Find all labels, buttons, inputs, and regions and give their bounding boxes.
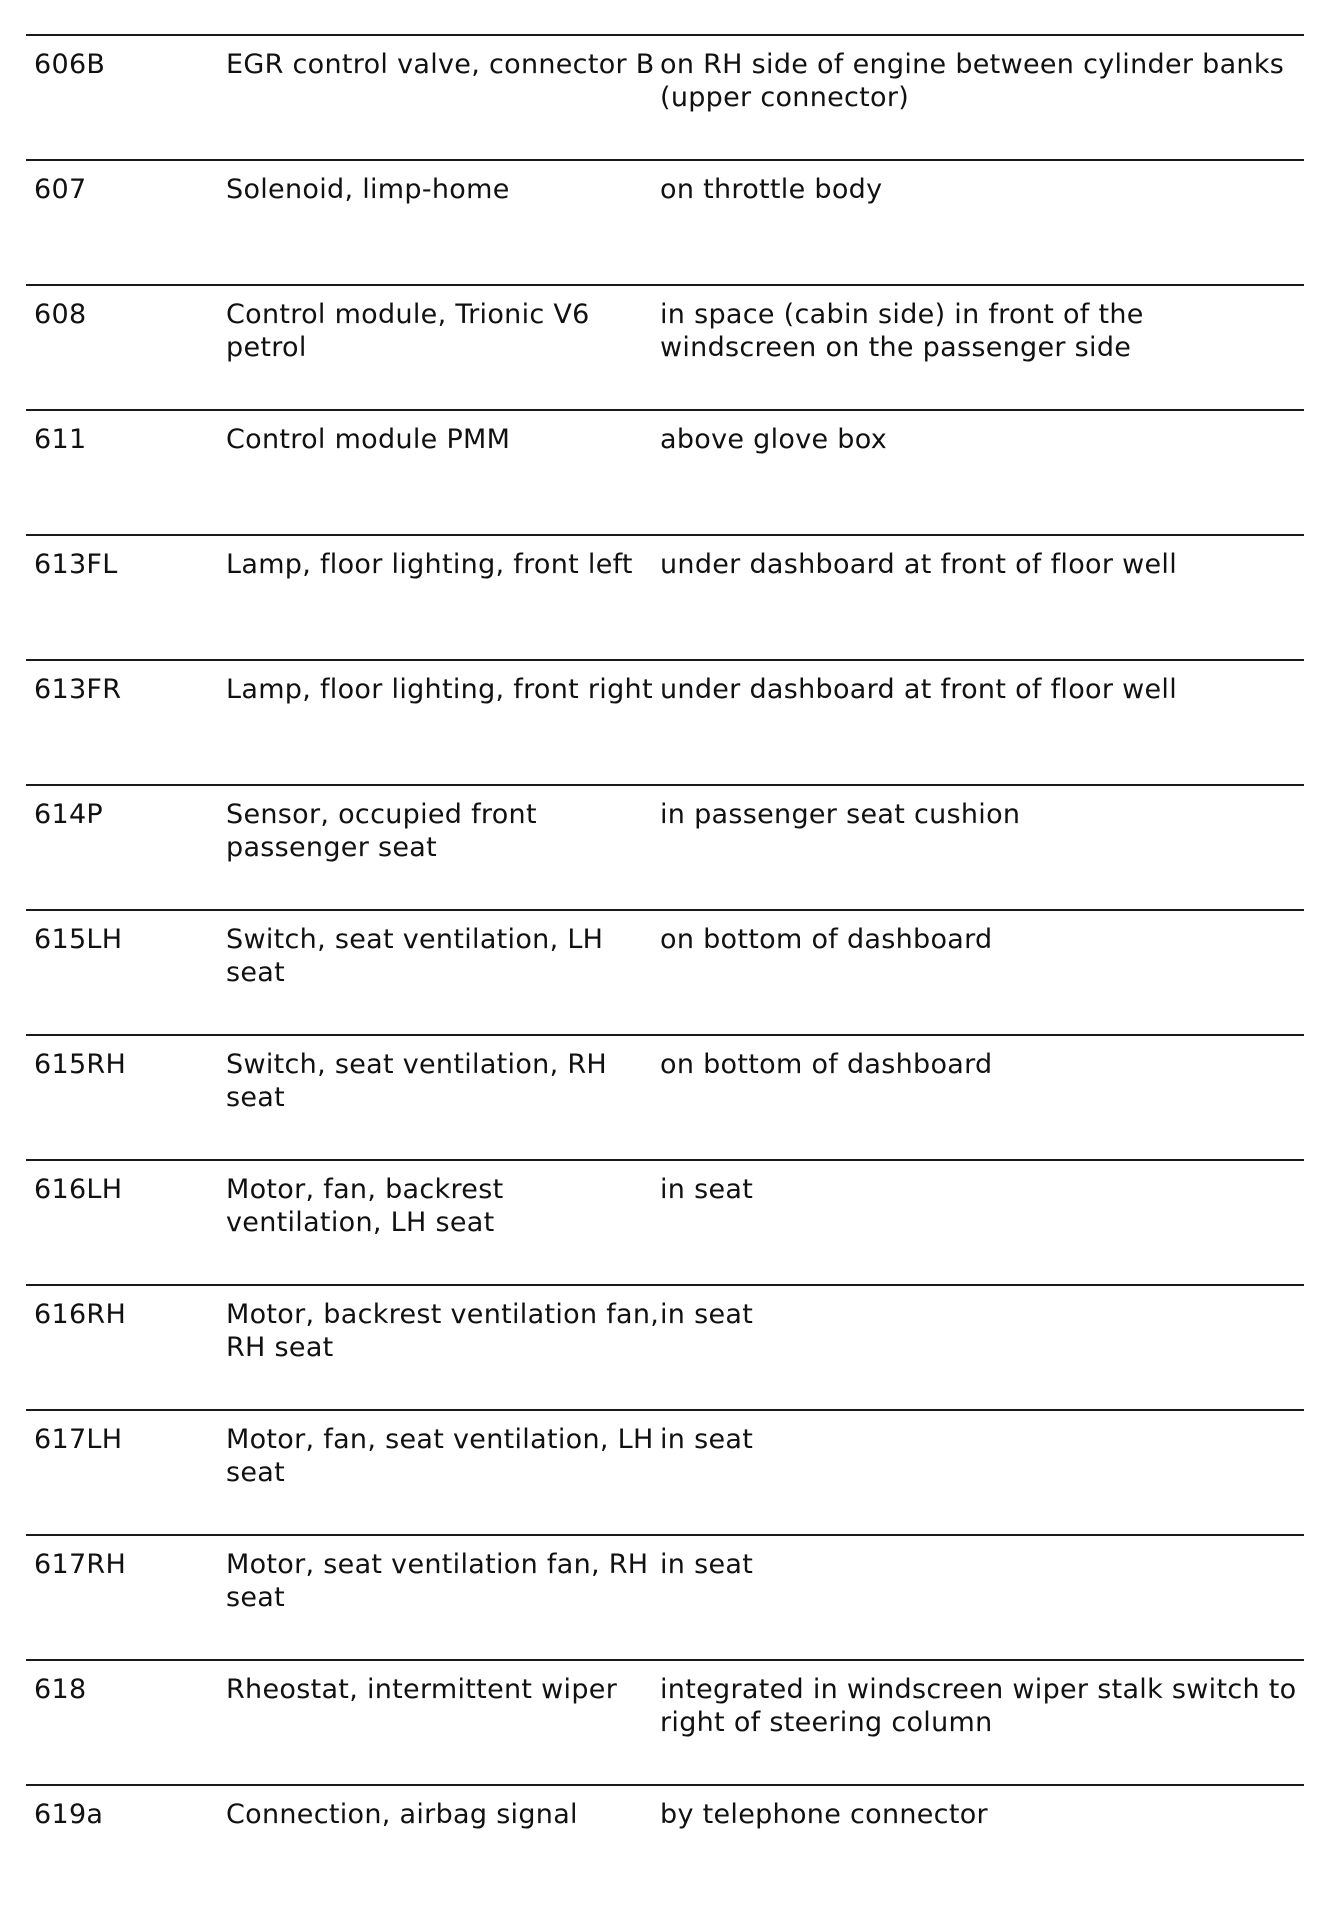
- table-row: [26, 1284, 1304, 1409]
- component-name: Sensor, occupied front passenger seat: [226, 799, 537, 863]
- component-code: 611: [34, 424, 87, 455]
- component-location: on RH side of engine between cylinder banks (upper connector): [660, 49, 1285, 113]
- component-location: on throttle body: [660, 174, 883, 205]
- component-code: 606B: [34, 49, 106, 80]
- component-name: Connection, airbag signal: [226, 1799, 578, 1830]
- table-row: [26, 34, 1304, 159]
- table-row: [26, 1034, 1304, 1159]
- component-name: EGR control valve, connector B: [226, 49, 655, 80]
- table-row: [26, 1409, 1304, 1534]
- table-row: [26, 409, 1304, 534]
- component-code: 613FR: [34, 674, 122, 705]
- component-code: 617LH: [34, 1424, 123, 1455]
- component-name: Switch, seat ventilation, LH seat: [226, 924, 604, 988]
- component-code: 615LH: [34, 924, 123, 955]
- component-location: in seat: [660, 1299, 754, 1330]
- component-table: [26, 34, 1304, 1909]
- component-location: on bottom of dashboard: [660, 1049, 993, 1080]
- table-row: [26, 1159, 1304, 1284]
- component-location: under dashboard at front of floor well: [660, 549, 1178, 580]
- table-row: [26, 159, 1304, 284]
- table-row: [26, 1534, 1304, 1659]
- component-location: in seat: [660, 1174, 754, 1205]
- component-name: Solenoid, limp-home: [226, 174, 510, 205]
- component-code: 615RH: [34, 1049, 127, 1080]
- component-location: integrated in windscreen wiper stalk switch to right of steering column: [660, 1674, 1297, 1738]
- table-row: [26, 659, 1304, 784]
- component-name: Motor, fan, backrest ventilation, LH seat: [226, 1174, 504, 1238]
- component-location: above glove box: [660, 424, 888, 455]
- component-code: 619a: [34, 1799, 104, 1830]
- table-row: [26, 1784, 1304, 1909]
- component-code: 613FL: [34, 549, 118, 580]
- component-name: Control module, Trionic V6 petrol: [226, 299, 590, 363]
- component-location: in passenger seat cushion: [660, 799, 1021, 830]
- component-code: 607: [34, 174, 87, 205]
- component-name: Lamp, floor lighting, front left: [226, 549, 633, 580]
- component-code: 618: [34, 1674, 87, 1705]
- component-name: Motor, fan, seat ventilation, LH seat: [226, 1424, 654, 1488]
- component-code: 617RH: [34, 1549, 127, 1580]
- table-row: [26, 784, 1304, 909]
- component-code: 614P: [34, 799, 104, 830]
- component-code: 608: [34, 299, 87, 330]
- component-location: by telephone connector: [660, 1799, 988, 1830]
- table-row: [26, 284, 1304, 409]
- component-code: 616RH: [34, 1299, 127, 1330]
- table-row: [26, 1659, 1304, 1784]
- component-name: Control module PMM: [226, 424, 511, 455]
- component-name: Rheostat, intermittent wiper: [226, 1674, 618, 1705]
- component-location: in seat: [660, 1424, 754, 1455]
- component-location: in space (cabin side) in front of the windscreen on the passenger side: [660, 299, 1144, 363]
- component-location: under dashboard at front of floor well: [660, 674, 1178, 705]
- component-code: 616LH: [34, 1174, 123, 1205]
- component-name: Switch, seat ventilation, RH seat: [226, 1049, 608, 1113]
- component-location: in seat: [660, 1549, 754, 1580]
- table-row: [26, 534, 1304, 659]
- table-row: [26, 909, 1304, 1034]
- component-name: Lamp, floor lighting, front right: [226, 674, 653, 705]
- component-name: Motor, seat ventilation fan, RH seat: [226, 1549, 649, 1613]
- component-location: on bottom of dashboard: [660, 924, 993, 955]
- component-name: Motor, backrest ventilation fan, RH seat: [226, 1299, 660, 1363]
